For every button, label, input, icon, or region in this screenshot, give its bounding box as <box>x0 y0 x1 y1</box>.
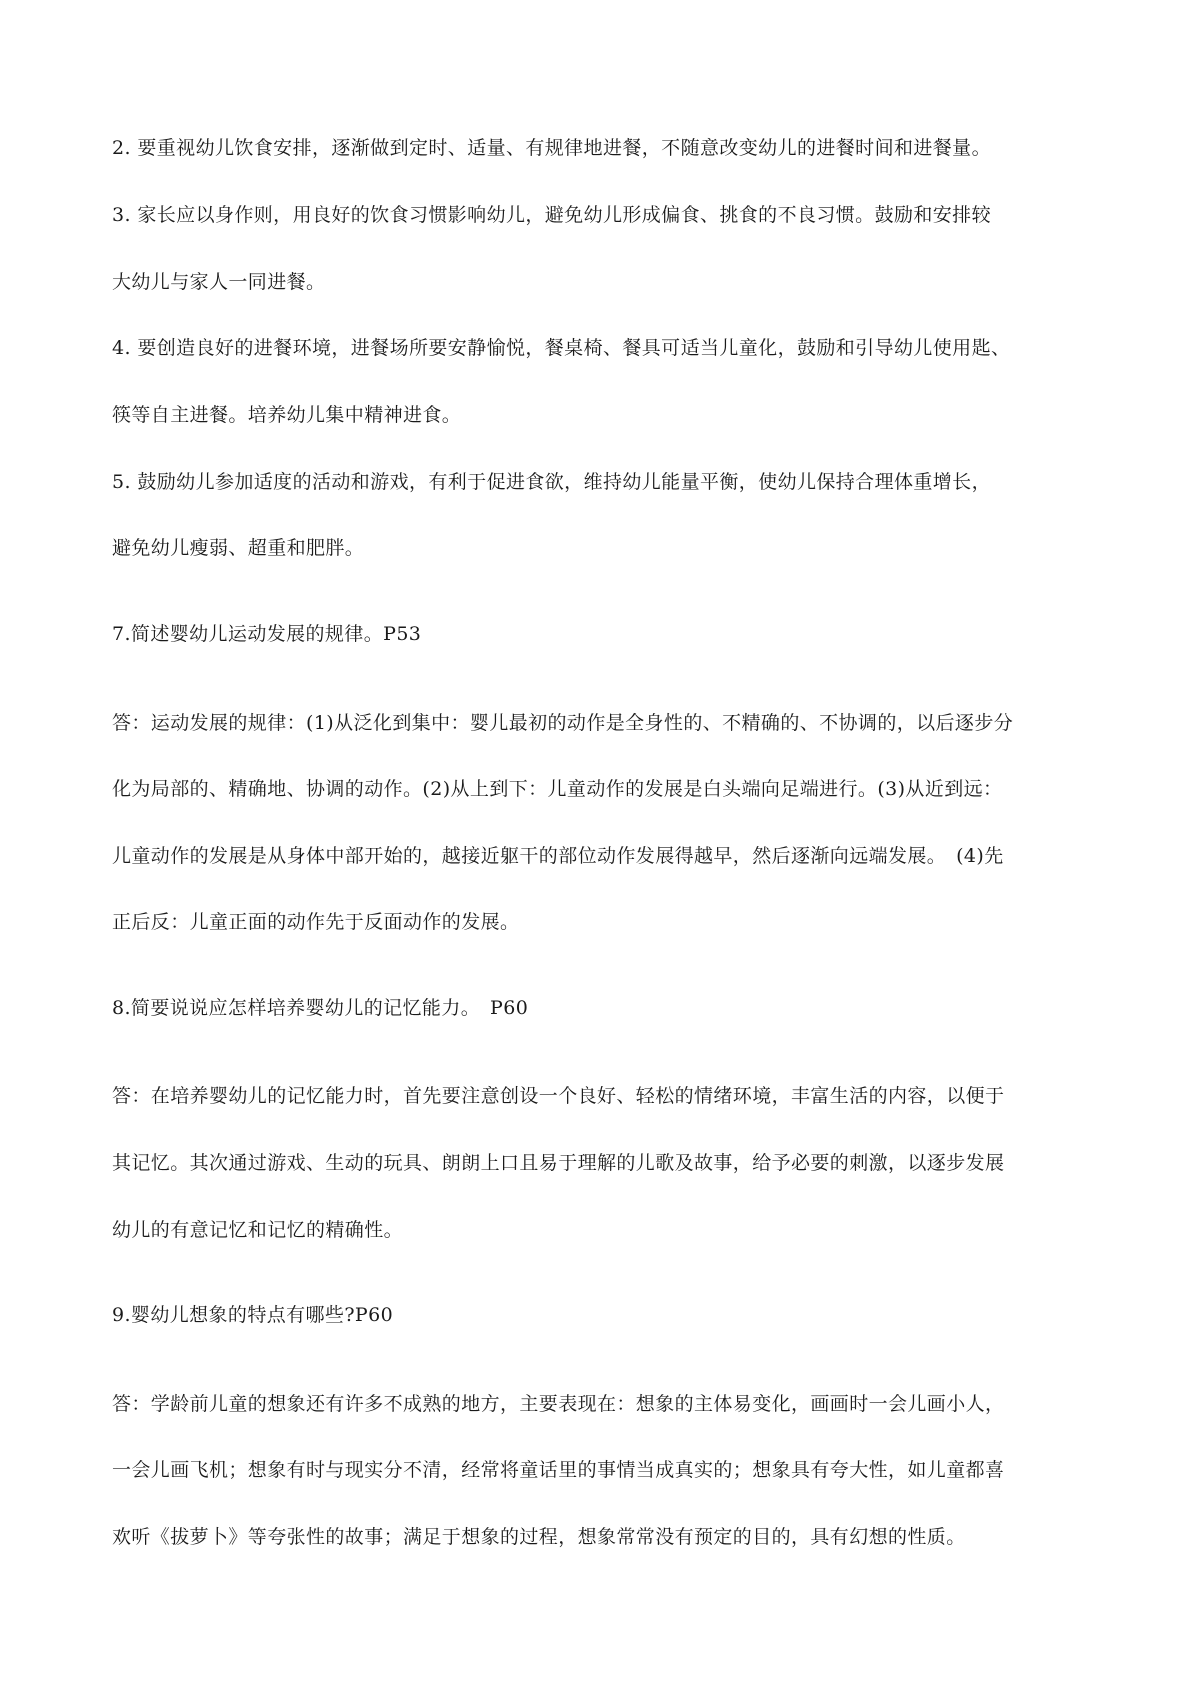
answer-line: 答：在培养婴幼儿的记忆能力时，首先要注意创设一个良好、轻松的情绪环境，丰富生活的内容，以便于 <box>112 1085 1005 1107</box>
answer-line: 幼儿的有意记忆和记忆的精确性。 <box>112 1219 404 1241</box>
text-line: 2. 要重视幼儿饮食安排，逐渐做到定时、适量、有规律地进餐，不随意改变幼儿的进餐时间和进餐量。 <box>112 137 991 159</box>
answer-line: 正后反：儿童正面的动作先于反面动作的发展。 <box>112 911 520 933</box>
answer-line: 欢听《拔萝卜》等夸张性的故事；满足于想象的过程，想象常常没有预定的目的，具有幻想的性质。 <box>112 1526 966 1548</box>
question-heading: 8.简要说说应怎样培养婴幼儿的记忆能力。 P60 <box>112 997 529 1019</box>
answer-line: 化为局部的、精确地、协调的动作。(2)从上到下：儿童动作的发展是白头端向足端进行。(3)从近到远： <box>112 778 1003 800</box>
answer-line: 答：学龄前儿童的想象还有许多不成熟的地方，主要表现在：想象的主体易变化，画画时一会儿画小人， <box>112 1393 1005 1415</box>
question-heading: 7.简述婴幼儿运动发展的规律。P53 <box>112 623 422 645</box>
question-heading: 9.婴幼儿想象的特点有哪些?P60 <box>112 1304 394 1326</box>
text-line: 4. 要创造良好的进餐环境，进餐场所要安静愉悦，餐桌椅、餐具可适当儿童化，鼓励和引导幼儿使用匙、 <box>112 337 1011 359</box>
text-line: 筷等自主进餐。培养幼儿集中精神进食。 <box>112 404 462 426</box>
answer-line: 一会儿画飞机；想象有时与现实分不清，经常将童话里的事情当成真实的；想象具有夸大性，如儿童都喜 <box>112 1459 1005 1481</box>
text-line: 5. 鼓励幼儿参加适度的活动和游戏，有利于促进食欲，维持幼儿能量平衡，使幼儿保持合理体重增长， <box>112 471 991 493</box>
answer-line: 儿童动作的发展是从身体中部开始的，越接近躯干的部位动作发展得越早，然后逐渐向远端发展。 (4)先 <box>112 845 1004 867</box>
text-line: 3. 家长应以身作则，用良好的饮食习惯影响幼儿，避免幼儿形成偏食、挑食的不良习惯。鼓励和安排较 <box>112 204 991 226</box>
text-line: 避免幼儿瘦弱、超重和肥胖。 <box>112 537 365 559</box>
text-line: 大幼儿与家人一同进餐。 <box>112 271 326 293</box>
answer-line: 答：运动发展的规律：(1)从泛化到集中：婴儿最初的动作是全身性的、不精确的、不协调的，以后逐步分 <box>112 712 1014 734</box>
answer-line: 其记忆。其次通过游戏、生动的玩具、朗朗上口且易于理解的儿歌及故事，给予必要的刺激，以逐步发展 <box>112 1152 1005 1174</box>
